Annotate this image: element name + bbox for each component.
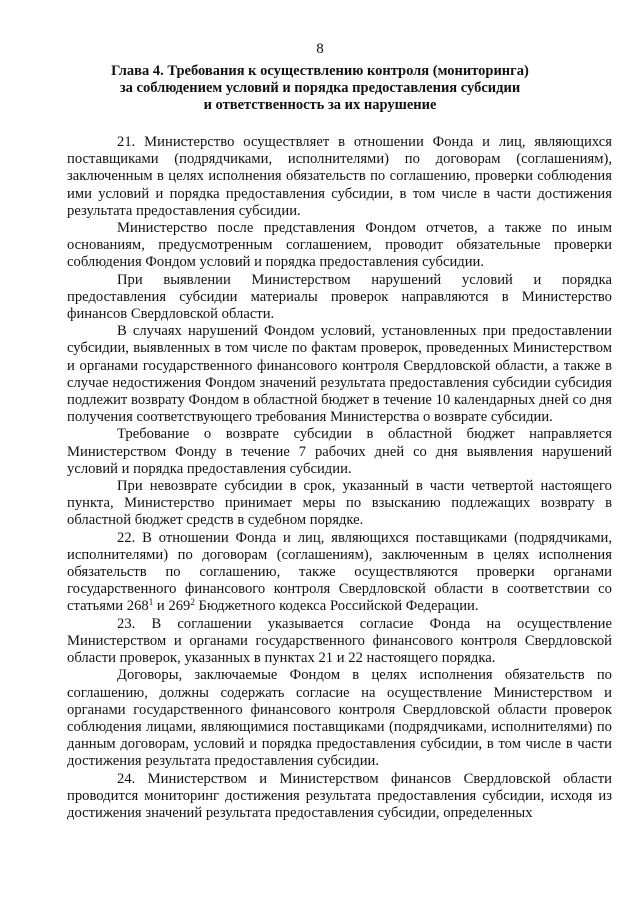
paragraph-21-violations: При выявлении Министерством нарушений условий и порядка предоставления субсидии материалы проверок направляются в Министерство финансов Свердловской области. xyxy=(67,271,612,323)
paragraph-22-text: Бюджетного кодекса Российской Федерации. xyxy=(194,598,479,615)
superscript-268: 1 xyxy=(148,597,154,608)
page-number: 8 xyxy=(316,41,324,57)
chapter-title-line: Глава 4. Требования к осуществлению контроля (мониторинга) xyxy=(111,63,529,79)
paragraph-21: 21. Министерство осуществляет в отношении Фонда и лиц, являющихся поставщиками (подрядчиками, исполнителями) по договорам (соглашениям), заключенным в целях исполнения обязательств по соглашению, проверки соблюдения ими условий и порядка предоставления субсидии, в том числе в части достижения результата предоставления субсидии. xyxy=(67,134,612,219)
paragraph-21-demand: Требование о возврате субсидии в областной бюджет направляется Министерством Фонду в течение 7 рабочих дней со дня выявления нарушений условий и порядка предоставления субсидии. xyxy=(67,426,612,477)
paragraph-22 xyxy=(67,530,612,616)
paragraph-22-text: 22. В отношении Фонда и лиц, являющихся поставщиками (подрядчиками, исполнителями) по договорам (соглашениям), заключенным в целях исполнения обязательств по соглашению, также осуществляются проверки органами государственного финансового контроля Свердловской области в соответствии со статьями 268 xyxy=(67,529,612,615)
chapter-title-line: и ответственность за их нарушение xyxy=(203,97,437,113)
paragraph-23: 23. В соглашении указывается согласие Фонда на осуществление Министерством и органами государственного финансового контроля Свердловской области проверок, указанных в пунктах 21 и 22 настоящего порядка. xyxy=(67,615,612,667)
paragraph-22-text: и 269 xyxy=(153,598,191,615)
paragraph-21-refund: В случаях нарушений Фондом условий, установленных при предоставлении субсидии, выявленных в том числе по фактам проверок, проведенных Министерством и органами государственного финансового контроля Свердловской области, а также в случае недостижения Фондом значений результата предоставления субсидии субсидия подлежит возврату Фондом в областной бюджет в течение 10 календарных дней со дня получения соответствующего требования Министерства о возврате субсидии. xyxy=(67,323,612,426)
paragraph-23-contracts: Договоры, заключаемые Фондом в целях исполнения обязательств по соглашению, должны содержать согласие на осуществление Министерством и органами государственного финансового контроля Свердловской области проверок соблюдения лицами, являющимися поставщиками (подрядчиками, исполнителями) по данным договорам, условий и порядка предоставления субсидии, в том числе в части достижения результата предоставления субсидии. xyxy=(67,667,612,770)
document-body xyxy=(67,134,612,822)
paragraph-21-checks: Министерство после представления Фондом отчетов, а также по иным основаниям, предусмотренным соглашением, проводит обязательные проверки соблюдения Фондом условий и порядка предоставления субсидии. xyxy=(67,220,612,271)
paragraph-21-court: При невозврате субсидии в срок, указанный в части четвертой настоящего пункта, Министерство принимает меры по взысканию подлежащих возврату в областной бюджет средств в судебном порядке. xyxy=(67,478,612,529)
chapter-title xyxy=(70,63,570,114)
paragraph-24: 24. Министерством и Министерством финансов Свердловской области проводится мониторинг достижения результата предоставления субсидии, исходя из достижения значений результата предоставления субсидии, определенных xyxy=(67,770,612,821)
chapter-title-line: за соблюдением условий и порядка предоставления субсидии xyxy=(119,80,521,96)
superscript-269: 2 xyxy=(190,597,195,608)
